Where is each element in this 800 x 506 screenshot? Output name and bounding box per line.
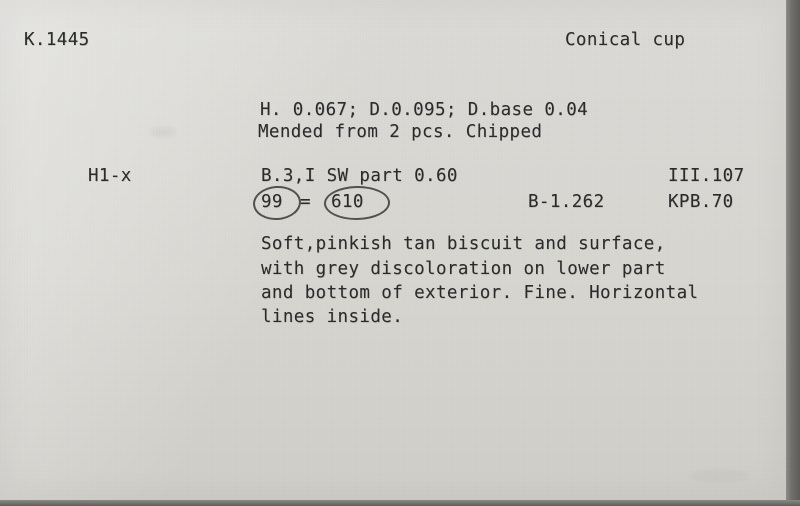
card-right-edge-shadow bbox=[786, 0, 800, 506]
object-title: Conical cup bbox=[565, 30, 686, 50]
dimensions-line: H. 0.067; D.0.095; D.base 0.04 bbox=[260, 100, 589, 120]
catalogue-number: K.1445 bbox=[24, 30, 90, 50]
description-line-3: and bottom of exterior. Fine. Horizontal bbox=[261, 283, 699, 303]
paper-smudge bbox=[150, 128, 176, 136]
condition-line: Mended from 2 pcs. Chipped bbox=[258, 122, 543, 142]
equals-sign: = bbox=[300, 192, 311, 212]
description-line-4: lines inside. bbox=[261, 307, 404, 327]
reference-one: III.107 bbox=[668, 166, 745, 186]
find-spot: B.3,I SW part 0.60 bbox=[261, 166, 458, 186]
inventory-number-left: 99 bbox=[261, 192, 283, 212]
description-line-1: Soft,pinkish tan biscuit and surface, bbox=[261, 234, 666, 254]
inventory-number-right: 610 bbox=[331, 192, 364, 212]
description-line-2: with grey discoloration on lower part bbox=[261, 259, 666, 279]
reference-two: KPB.70 bbox=[668, 192, 734, 212]
paper-shadow bbox=[690, 470, 750, 482]
card-bottom-edge-shadow bbox=[0, 500, 800, 506]
context-code: H1-x bbox=[88, 166, 132, 186]
box-reference: B-1.262 bbox=[528, 192, 605, 212]
